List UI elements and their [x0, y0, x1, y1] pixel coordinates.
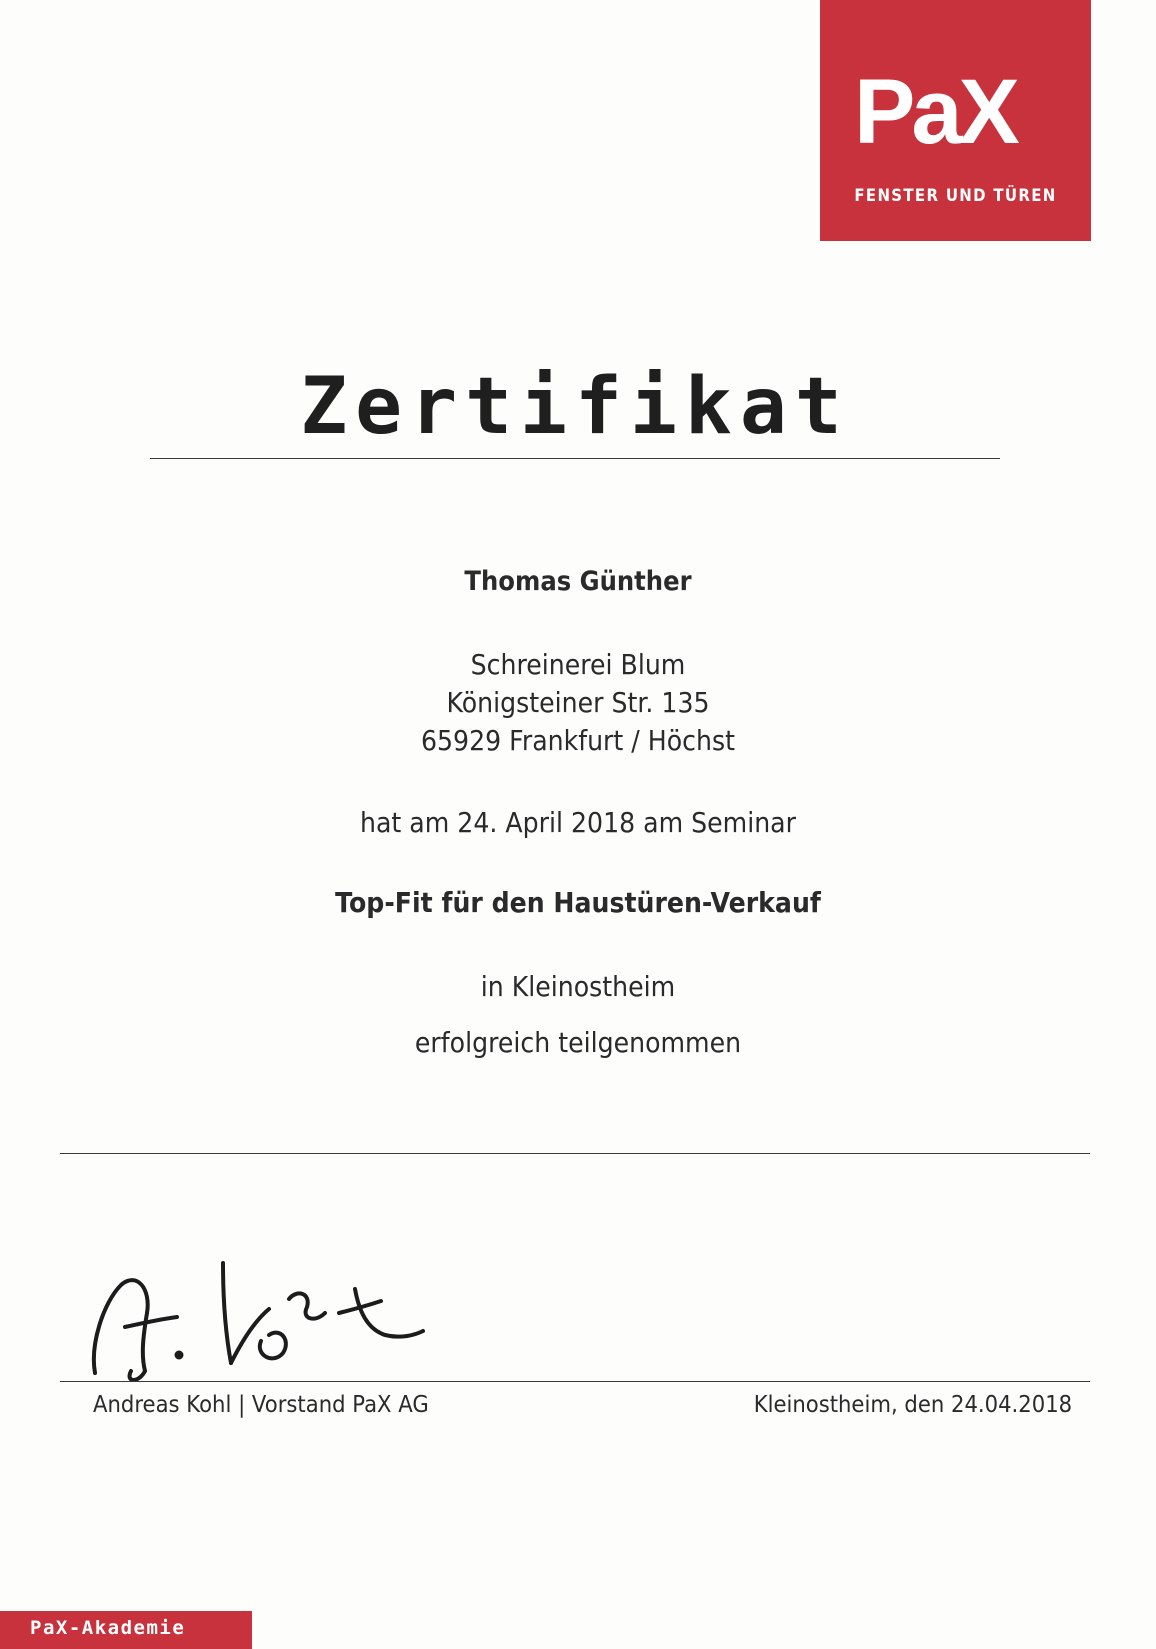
- seminar-intro: hat am 24. April 2018 am Seminar: [360, 806, 796, 839]
- signature-line: [60, 1381, 1090, 1382]
- street-address: Königsteiner Str. 135: [446, 686, 710, 719]
- handwritten-signature: [85, 1255, 425, 1385]
- completion-statement: erfolgreich teilgenommen: [414, 1026, 742, 1059]
- city-address: 65929 Frankfurt / Höchst: [420, 724, 736, 757]
- signer-caption: Andreas Kohl | Vorstand PaX AG: [93, 1392, 429, 1418]
- academy-label: PaX-Akademie: [30, 1617, 186, 1639]
- logo-wordmark: PaX: [854, 61, 1016, 163]
- brand-logo: [820, 0, 1091, 241]
- title-divider: [150, 458, 1000, 459]
- certificate-title: Zertifikat: [300, 362, 850, 452]
- content-divider: [60, 1153, 1090, 1154]
- logo-tagline: FENSTER UND TÜREN: [854, 186, 1057, 206]
- seminar-location: in Kleinostheim: [480, 970, 676, 1003]
- place-and-date: Kleinostheim, den 24.04.2018: [753, 1392, 1072, 1418]
- recipient-name: Thomas Günther: [464, 566, 692, 597]
- academy-badge: [0, 1611, 252, 1649]
- company-name: Schreinerei Blum: [470, 648, 686, 681]
- seminar-title: Top-Fit für den Haustüren-Verkauf: [335, 886, 821, 919]
